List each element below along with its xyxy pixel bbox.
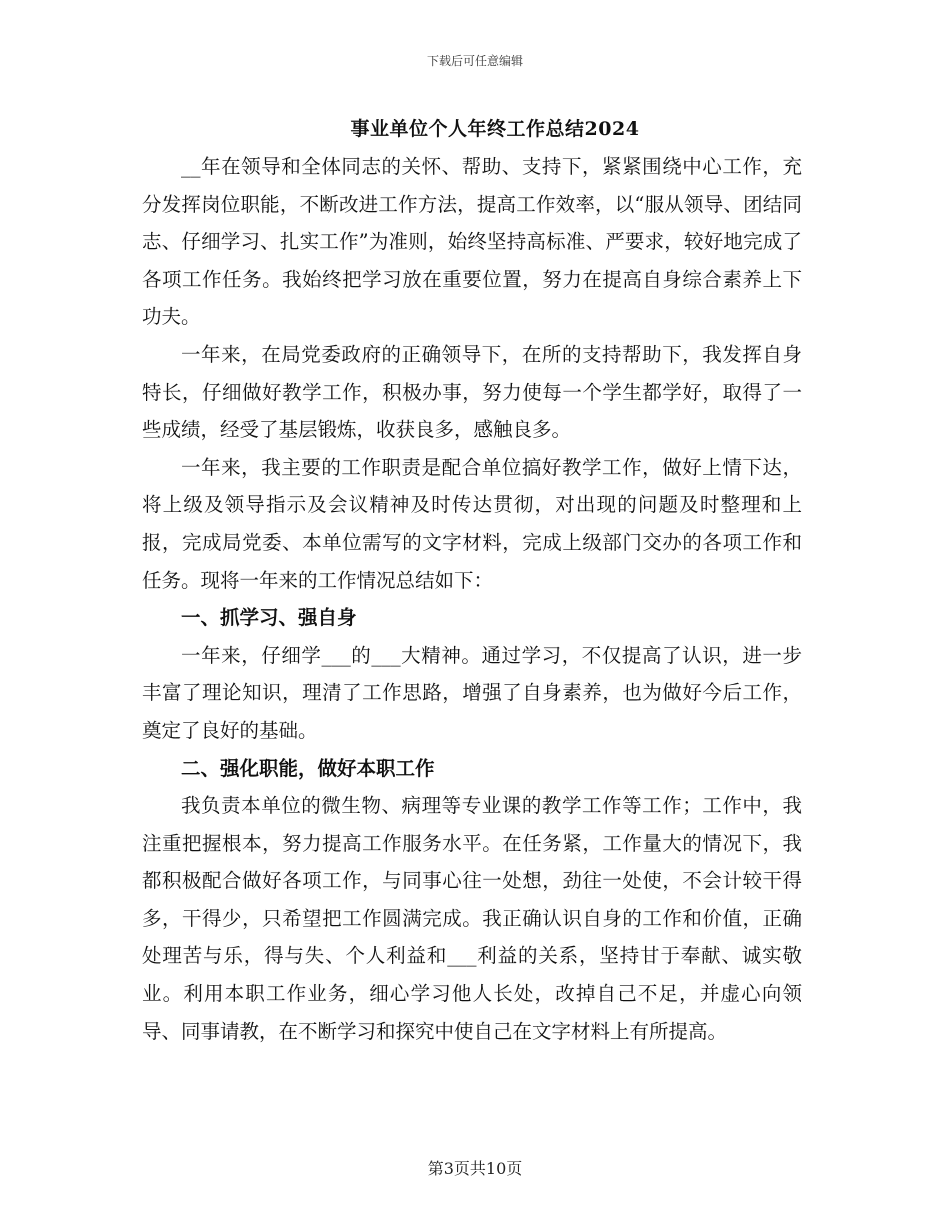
section-heading: 一、抓学习、强自身 bbox=[181, 606, 357, 630]
paragraph: 一年来，仔细学___的___大精神。通过学习，不仅提高了认识，进一步丰富了理论知识，理清了工作思路，增强了自身素养，也为做好今后工作，奠定了良好的基础。 bbox=[142, 643, 802, 742]
paragraph: 一年来，在局党委政府的正确领导下，在所的支持帮助下，我发挥自身特长，仔细做好教学工作，积极办事，努力使每一个学生都学好，取得了一些成绩，经受了基层锻炼，收获良多，感触良多。 bbox=[142, 342, 802, 442]
document-title: 事业单位个人年终工作总结2024 bbox=[350, 118, 640, 140]
paragraph: 我负责本单位的微生物、病理等专业课的教学工作等工作；工作中，我注重把握根本，努力提高工作服务水平。在任务紧，工作量大的情况下，我都积极配合做好各项工作，与同事心往一处想，劲往一处使，不会计较干得多，干得少，只希望把工作圆满完成。我正确认识自身的工作和价值，正确处理苦与乐，得与失、个人利益和___利益的关系，坚持甘于奉献、诚实敬业。利用本职工作业务，细心学习他人长处，改掉自己不足，并虚心向领导、同事请教，在不断学习和探究中使自己在文字材料上有所提高。 bbox=[142, 794, 802, 1043]
section-heading: 二、强化职能，做好本职工作 bbox=[181, 756, 435, 780]
paragraph: __年在领导和全体同志的关怀、帮助、支持下，紧紧围绕中心工作，充分发挥岗位职能，不断改进工作方法，提高工作效率，以“服从领导、团结同志、仔细学习、扎实工作”为准则，始终坚持高标准、严要求，较好地完成了各项工作任务。我始终把学习放在重要位置，努力在提高自身综合素养上下功夫。 bbox=[142, 155, 802, 329]
paragraph: 一年来，我主要的工作职责是配合单位搞好教学工作，做好上情下达，将上级及领导指示及会议精神及时传达贯彻，对出现的问题及时整理和上报，完成局党委、本单位需写的文字材料，完成上级部门交办的各项工作和任务。现将一年来的工作情况总结如下： bbox=[142, 455, 802, 592]
page-footer: 第3页共10页 bbox=[427, 1159, 523, 1178]
document-body bbox=[142, 148, 802, 1050]
header-note: 下载后可任意编辑 bbox=[426, 54, 523, 68]
